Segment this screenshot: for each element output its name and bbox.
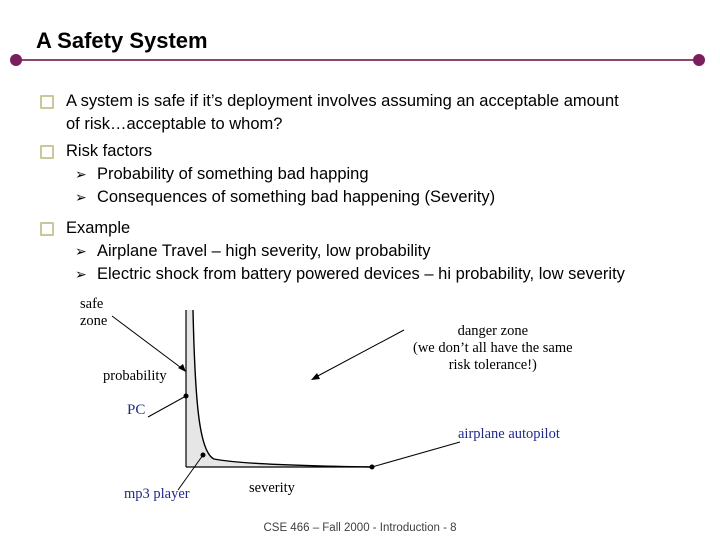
y-axis-label: probability (103, 368, 167, 384)
safe-region (186, 310, 372, 467)
airplane-autopilot-label: airplane autopilot (458, 426, 560, 442)
arrow-bullet-icon: ➢ (75, 189, 87, 205)
x-axis-label: severity (249, 480, 295, 496)
pc-leader-line (148, 396, 186, 417)
sub-bullet-text: Probability of something bad happing (97, 165, 369, 183)
airplane-leader-line (372, 442, 460, 467)
safe-zone-line: safe (80, 296, 104, 312)
pc-label: PC (127, 402, 146, 418)
sub-bullet-text: Airplane Travel – high severity, low probability (97, 242, 431, 260)
arrow-bullet-icon: ➢ (75, 243, 87, 259)
danger-zone-arrowhead (311, 373, 320, 380)
danger-zone-line: (we don’t all have the same (413, 340, 573, 356)
danger-zone-label (413, 323, 573, 374)
danger-zone-line: danger zone (457, 323, 529, 339)
safe-zone-pointer (112, 316, 184, 370)
sub-bullet-text: Consequences of something bad happening (Severity) (97, 188, 496, 206)
safe-zone-arrowhead (178, 364, 186, 372)
danger-zone-pointer (314, 330, 404, 378)
slide-footer: CSE 466 – Fall 2000 - Introduction - 8 (263, 522, 457, 534)
arrow-bullet-icon: ➢ (75, 166, 87, 182)
risk-curve (193, 310, 372, 467)
safe-zone-label (80, 296, 107, 330)
bullet-text-line: of risk…acceptable to whom? (66, 115, 283, 133)
bullet-text-line: Risk factors (66, 142, 153, 160)
bullet-text-line: Example (66, 219, 131, 237)
mp3-player-label: mp3 player (124, 486, 190, 502)
safe-zone-line: zone (80, 313, 108, 329)
danger-zone-line: risk tolerance!) (448, 357, 537, 373)
bullet-text-line: A system is safe if it’s deployment involves assuming an acceptable amount (66, 92, 619, 110)
arrow-bullet-icon: ➢ (75, 266, 87, 282)
sub-bullet-text: Electric shock from battery powered devices – hi probability, low severity (97, 265, 625, 283)
slide-title: A Safety System (36, 28, 208, 53)
